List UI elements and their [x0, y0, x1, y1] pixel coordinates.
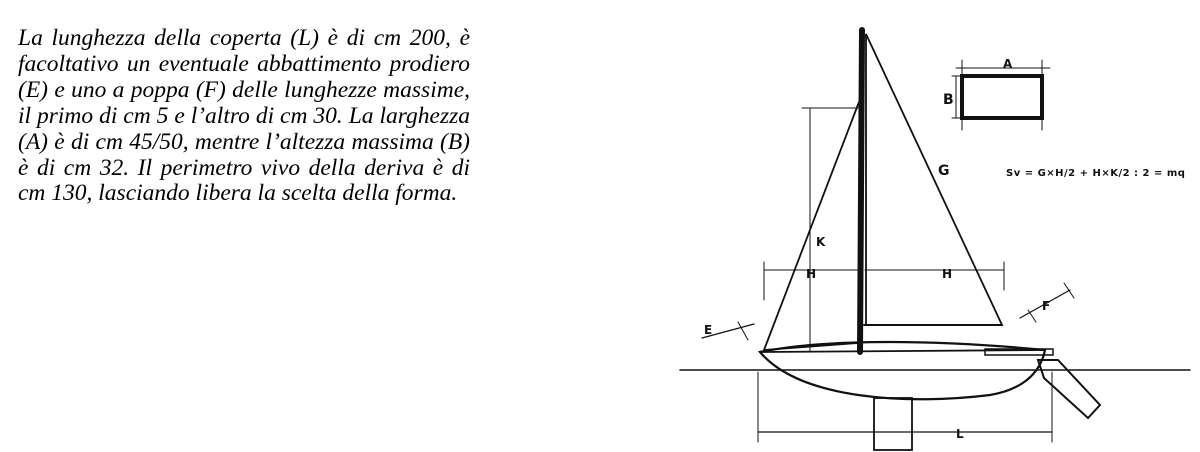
regulation-paragraph: La lunghezza della coperta (L) è di cm 200, è facoltativo un eventuale abbattimento prodiero (E) e uno a poppa (F) delle lunghezze massime, il primo di cm 5 e l’altro di cm 30. La larghezza (A) è di cm 45/50, mentre l’altezza massima (B) è di cm 32. Il perimetro vivo della deriva è di cm 130, lasciando libera la scelta della forma. [18, 25, 470, 207]
label-h-left: H [806, 267, 817, 281]
keel [874, 398, 912, 450]
label-h-right: H [942, 267, 953, 281]
rudder [1038, 360, 1100, 418]
sail-area-formula: Sv = G×H/2 + H×K/2 : 2 = mq [1006, 168, 1186, 179]
mast [860, 30, 862, 352]
label-l: L [956, 427, 964, 441]
label-e: E [704, 323, 713, 337]
label-f: F [1042, 299, 1051, 313]
jib [764, 102, 859, 350]
label-k: K [816, 235, 826, 249]
label-b: B [943, 92, 954, 108]
label-g: G [938, 163, 950, 179]
sailboat-drawing [660, 0, 1200, 452]
deck-line [760, 350, 1045, 352]
cross-section [962, 76, 1042, 118]
label-a: A [1003, 57, 1013, 71]
sailboat-diagram [660, 0, 1200, 452]
